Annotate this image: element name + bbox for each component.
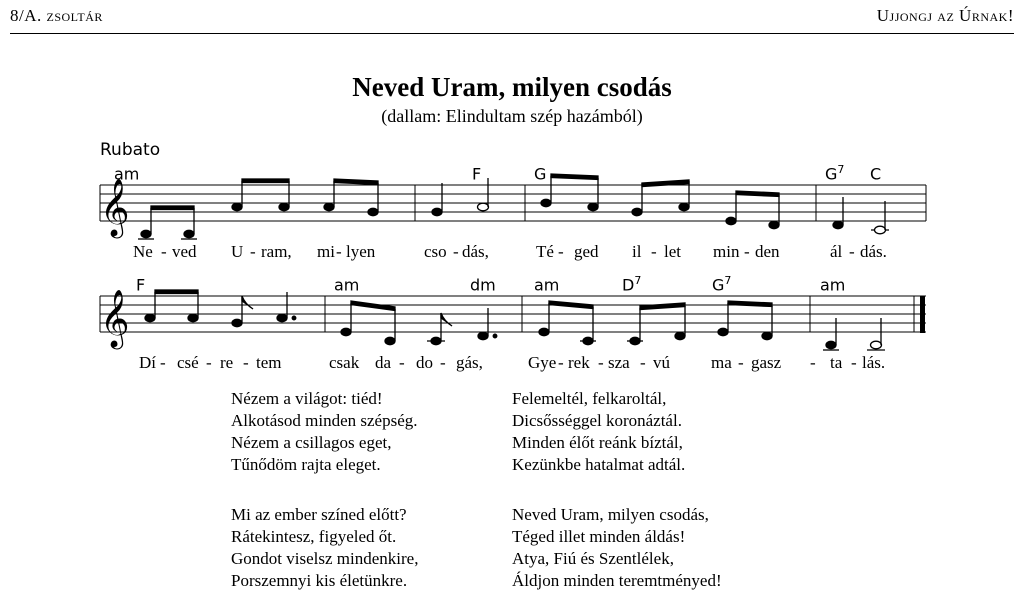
verse-line: Kezünkbe hatalmat adtál. [512,455,686,474]
verse-block-left-bottom [231,504,418,592]
lyric-syllable: Dí [139,353,156,372]
lyric-syllable: mi [317,242,335,261]
lyric-hyphen: - [243,353,249,372]
lyric-syllable: cso [424,242,447,261]
lyric-syllable: csak [329,353,360,372]
lyric-syllable: ál [830,242,843,261]
lyric-syllable: ved [172,242,197,261]
lyric-syllable: vú [653,353,670,372]
lyric-hyphen: - [453,242,459,261]
lyric-hyphen: - [851,353,857,372]
verse-line: Nézem a csillagos eget, [231,433,392,452]
lyric-hyphen: - [558,353,564,372]
header-left: 8/A. zsoltár [10,6,103,25]
lyric-syllable: Gye [528,353,557,372]
verse-line: Áldjon minden teremtményed! [512,571,722,590]
chord-symbol: am [114,164,140,184]
lyric-hyphen: - [440,353,446,372]
lyric-syllable: da [375,353,392,372]
verse-line: Alkotásod minden szépség. [231,411,418,430]
lyric-hyphen: - [399,353,405,372]
verse-line: Gondot viselsz mindenkire, [231,549,419,568]
chord-symbol: G [534,164,547,184]
lyric-hyphen: - [336,242,342,261]
chord-symbol: $G^7$ [712,274,732,295]
chord-symbol: C [870,164,882,184]
verse-line: Téged illet minden áldás! [512,527,686,546]
lyric-syllable: sza [608,353,630,372]
chord-symbol: dm [470,275,496,295]
chord-symbol: $G^7$ [825,163,845,184]
lyric-hyphen: - [250,242,256,261]
lyric-hyphen: - [160,353,166,372]
lyric-hyphen: - [744,242,750,261]
lyric-syllable: Ne [133,242,153,261]
verse-block-right-bottom [512,504,722,592]
lyric-syllable: lás. [862,353,886,372]
lyric-syllable: ta [830,353,843,372]
verse-line: Porszemnyi kis életünkre. [231,571,408,590]
lyric-syllable: ged [574,242,599,261]
treble-clef-icon: 𝄞 [100,289,130,347]
chord-symbol: am [534,275,560,295]
verse-line: Felemeltél, felkaroltál, [512,389,667,408]
chord-symbol: F [472,164,482,184]
chord-symbol: $D^7$ [622,274,642,295]
lyric-hyphen: - [640,353,646,372]
lyric-syllable: lyen [346,242,376,261]
verse-line: Mi az ember színed előtt? [231,505,407,524]
lyric-hyphen: - [161,242,167,261]
lyric-syllable: gás, [456,353,483,372]
lyric-syllable: U [231,242,244,261]
lyric-syllable: dás, [462,242,489,261]
lyric-syllable: csé [177,353,199,372]
verse-line: Minden élőt reánk bíztál, [512,433,683,452]
song-title: Neved Uram, milyen csodás [352,72,672,102]
lyric-syllable: let [664,242,681,261]
lyric-syllable: tem [256,353,282,372]
lyric-hyphen: - [651,242,657,261]
lyric-syllable: gasz [751,353,782,372]
lyric-hyphen: - [558,242,564,261]
verse-line: Rátekintesz, figyeled őt. [231,527,397,546]
chord-symbol: am [334,275,360,295]
lyric-hyphen: - [810,353,816,372]
lyric-syllable: il [632,242,642,261]
chord-symbol: F [136,275,146,295]
lyric-syllable: Té [536,242,554,261]
lyric-syllable: do [416,353,433,372]
verse-line: Tűnődöm rajta eleget. [231,455,381,474]
lyric-syllable: ma [711,353,732,372]
chord-symbol: am [820,275,846,295]
lyric-syllable: min [713,242,740,261]
header-right: Ujjongj az Úrnak! [876,6,1014,25]
verse-line: Dicsősséggel koronáztál. [512,411,682,430]
treble-clef-icon: 𝄞 [100,178,130,236]
lyric-hyphen: - [206,353,212,372]
verse-line: Nézem a világot: tiéd! [231,389,383,408]
verse-block-left-top [231,388,418,476]
lyric-syllable: re [220,353,234,372]
verse-line: Atya, Fiú és Szentlélek, [512,549,674,568]
tempo-marking: Rubato [100,140,161,160]
lyric-hyphen: - [849,242,855,261]
verse-line: Neved Uram, milyen csodás, [512,505,709,524]
lyric-syllable: ram, [261,242,292,261]
lyric-syllable: rek [568,353,590,372]
lyric-syllable: dás. [860,242,887,261]
lyric-hyphen: - [738,353,744,372]
song-subtitle: (dallam: Elindultam szép hazámból) [381,106,643,126]
lyric-hyphen: - [598,353,604,372]
verse-block-right-top [512,388,685,476]
lyric-syllable: den [755,242,780,261]
